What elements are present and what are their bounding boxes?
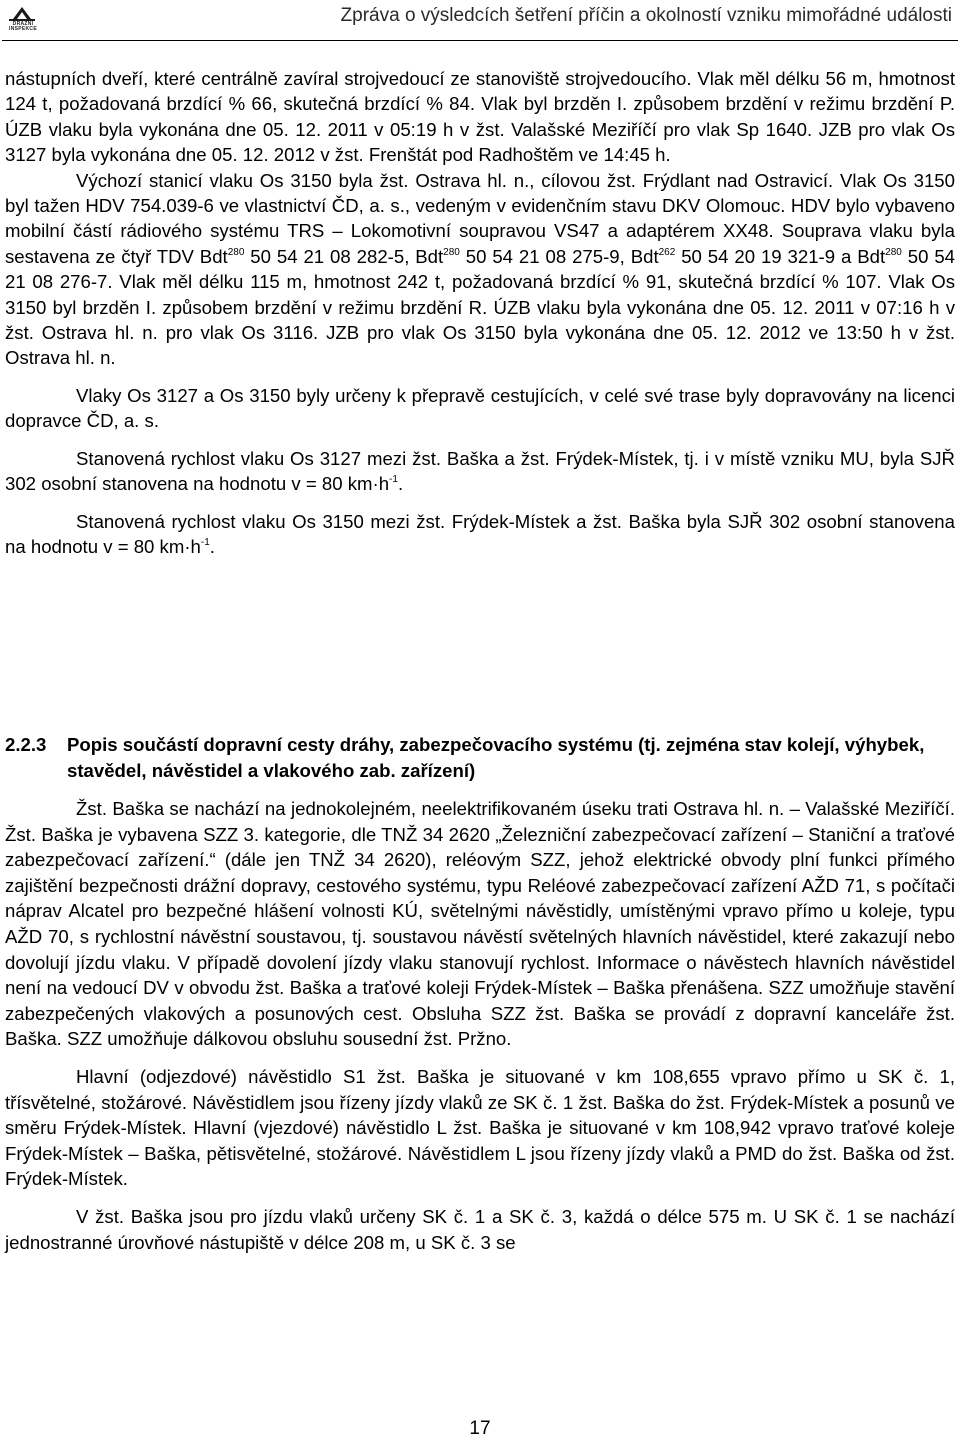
section-title: Popis součástí dopravní cesty dráhy, zabezpečovacího systému (tj. zejména stav kolejí, výhybek, stavědel, návěstidel a vlakového zab. zařízení) (67, 734, 925, 781)
body-text-bottom (5, 796, 955, 1255)
logo-text: DRÁŽNÍ INSPEKCE (9, 21, 37, 32)
paragraph-train-os3150: Výchozí stanicí vlaku Os 3150 byla žst. Ostrava hl. n., cílovou žst. Frýdlant nad Ostravicí. Vlak Os 3150 byl tažen HDV 754.039-6 ve vlastnictví ČD, a. s., vedeným v evidenčním stavu DKV Olomouc. HDV bylo vybaveno mobilní částí rádiového systému TRS – Lokomotivní soupravou VS47 a adaptérem XX48. Souprava vlaku byla sestavena ze čtyř TDV Bdt$^{280}$ 50 54 21 08 282-5, Bdt$^{280}$ 50 54 21 08 275-9, Bdt$^{262}$ 50 54 20 19 321-9 a Bdt$^{280}$ 50 54 21 08 276-7. Vlak měl délku 115 m, hmotnost 242 t, požadovaná brzdící % 91, skutečná brzdící % 107. Vlak Os 3150 byl brzděn I. způsobem brzdění v režimu brzdění R. ÚZB vlaku byla vykonána dne 05. 12. 2011 v 07:16 h v žst. Ostrava hl. n. pro vlak Os 3116. JZB pro vlak Os 3150 byla vykonána dne 05. 12. 2012 ve 13:50 h v žst. Ostrava hl. n. (5, 169, 956, 369)
paragraph-speed-os3127: Stanovená rychlost vlaku Os 3127 mezi žst. Baška a žst. Frýdek-Místek, tj. i v místě vzniku MU, byla SJŘ 302 osobní stanovena na hodnotu v = 80 $km\cdot h^{-1}$. (5, 447, 955, 495)
header-title: Zpráva o výsledcích šetření příčin a okolností vzniku mimořádné události (340, 5, 952, 26)
paragraph-tracks: V žst. Baška jsou pro jízdu vlaků určeny SK č. 1 a SK č. 3, každá o délce 575 m. U SK č. 1 se nachází jednostranné úrovňové nástupiště v délce 208 m, u SK č. 3 se (5, 1205, 955, 1253)
paragraph-train-os3127: nástupních dveří, které centrálně zavíral strojvedoucí ze stanoviště strojvedoucího. Vlak měl délku 56 m, hmotnost 124 t, požadovaná brzdící % 66, skutečná brzdící % 84. Vlak byl brzděn I. způsobem brzdění v režimu brzdění P. ÚZB vlaku byla vykonána dne 05. 12. 2011 v 05:19 h v žst. Valašské Meziříčí pro vlak Sp 1640. JZB pro vlak Os 3127 byla vykonána dne 05. 12. 2012 v žst. Frenštát pod Radhoštěm ve 14:45 h. (5, 68, 955, 166)
header-divider (2, 40, 958, 41)
paragraph-license: Vlaky Os 3127 a Os 3150 byly určeny k přepravě cestujících, v celé své trase byly dopravovány na licenci dopravce ČD, a. s. (5, 384, 955, 432)
paragraph-station-baska: Žst. Baška se nachází na jednokolejném, neelektrifikovaném úseku trati Ostrava hl. n. – Valašské Meziříčí. Žst. Baška je vybavena SZZ 3. kategorie, dle TNŽ 34 2620 „Železniční zabezpečovací zařízení – Staniční a traťové zabezpečovací zařízení.“ (dále jen TNŽ 34 2620), reléovým SZZ, jehož elektrické obvody plní funkci přímého zajištění bezpečnosti drážní dopravy, cestového systému, typu Reléové zabezpečovací zařízení AŽD 71, s počítači náprav Alcatel pro bezpečné hlášení volnosti KÚ, světelnými návěstidly, umístěnými vpravo přímo u koleje, typu AŽD 70, s rychlostní návěstní soustavou, tj. soustavou návěstí světelných hlavních návěstidel, které zakazují nebo dovolují jízdu vlaku. V případě dovolení jízdy vlaku stanovují rychlost. Informace o návěstech hlavních návěstidel není na vedoucí DV v obvodu žst. Baška a traťové koleji Frýdek-Místek – Baška přenášena. SZZ umožňuje stavění zabezpečených vlakových a posunových cest. Obsluha SZZ žst. Baška se provádí z dopravní kanceláře žst. Baška. SZZ umožňuje dálkovou obsluhu sousední žst. Pržno. (5, 798, 955, 1050)
section-number: 2.2.3 (5, 734, 47, 755)
body-text-top (5, 66, 955, 559)
paragraph-signals: Hlavní (odjezdové) návěstidlo S1 žst. Baška je situované v km 108,655 vpravo přímo u SK č. 1, třísvětelné, stožárové. Návěstidlem jsou řízeny jízdy vlaků ze SK č. 1 žst. Baška do žst. Frýdek-Místek a posunů ve směru Frýdek-Místek. Hlavní (vjezdové) návěstidlo L žst. Baška je situované v km 108,942 vpravo traťové koleje Frýdek-Místek – Baška, pětisvětelné, stožárové. Návěstidlem L jsou řízeny jízdy vlaků a PMD do žst. Baška od žst. Frýdek-Místek. (5, 1065, 955, 1190)
page-number: 17 (469, 1418, 491, 1439)
section-heading (5, 732, 955, 784)
paragraph-speed-os3150: Stanovená rychlost vlaku Os 3150 mezi žst. Frýdek-Místek a žst. Baška byla SJŘ 302 osobní stanovena na hodnotu v = 80 $km\cdot h^{-1}$. (5, 510, 955, 557)
page-header (0, 0, 960, 42)
